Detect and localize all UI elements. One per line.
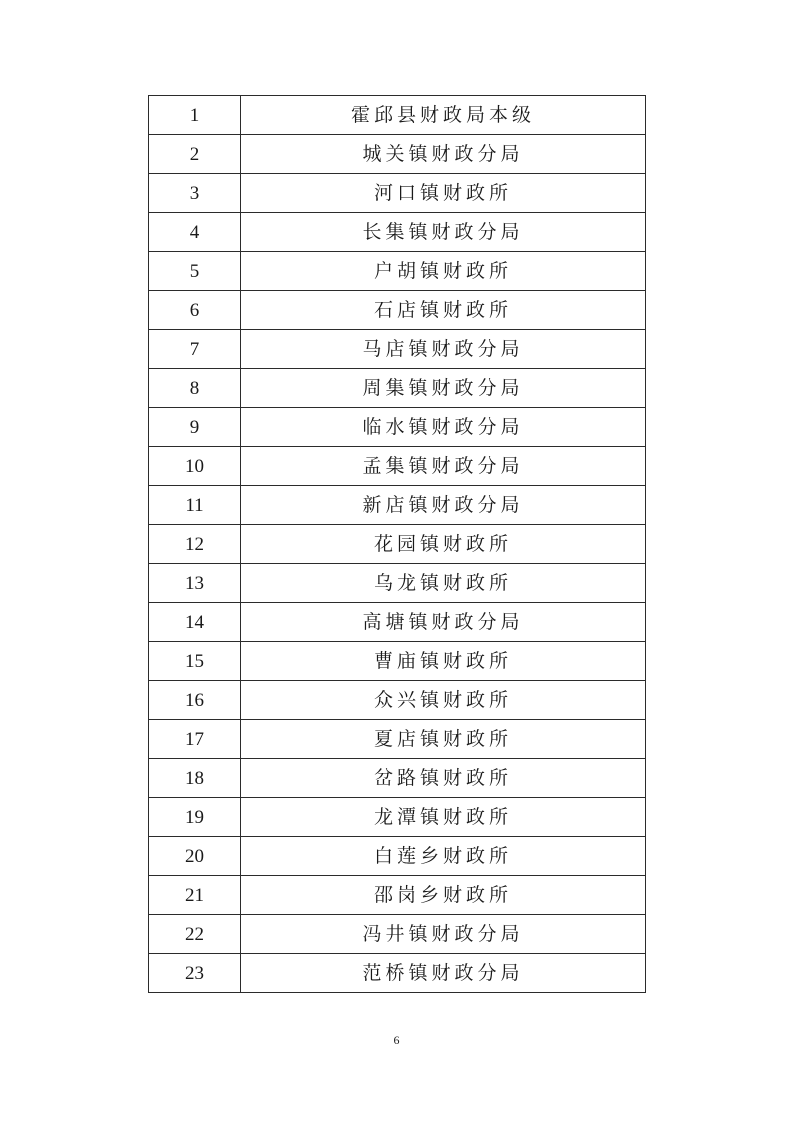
unit-name-cell: 周集镇财政分局: [241, 369, 646, 408]
table-row: [149, 642, 646, 681]
table-row: [149, 837, 646, 876]
unit-name-cell: 冯井镇财政分局: [241, 915, 646, 954]
table-row: [149, 915, 646, 954]
row-number-cell: 7: [149, 330, 241, 369]
unit-name-cell: 户胡镇财政所: [241, 252, 646, 291]
row-number-cell: 13: [149, 564, 241, 603]
unit-name-cell: 马店镇财政分局: [241, 330, 646, 369]
table-row: [149, 954, 646, 993]
row-number-cell: 15: [149, 642, 241, 681]
unit-name-cell: 新店镇财政分局: [241, 486, 646, 525]
row-number-cell: 17: [149, 720, 241, 759]
table-row: [149, 681, 646, 720]
unit-name-cell: 孟集镇财政分局: [241, 447, 646, 486]
unit-name-cell: 花园镇财政所: [241, 525, 646, 564]
table-row: [149, 213, 646, 252]
table-row: [149, 525, 646, 564]
unit-name-cell: 河口镇财政所: [241, 174, 646, 213]
unit-name-cell: 长集镇财政分局: [241, 213, 646, 252]
unit-name-cell: 石店镇财政所: [241, 291, 646, 330]
unit-name-cell: 白莲乡财政所: [241, 837, 646, 876]
row-number-cell: 20: [149, 837, 241, 876]
row-number-cell: 9: [149, 408, 241, 447]
row-number-cell: 10: [149, 447, 241, 486]
row-number-cell: 14: [149, 603, 241, 642]
table-row: [149, 369, 646, 408]
page-number: 6: [393, 1033, 400, 1047]
unit-name-cell: 城关镇财政分局: [241, 135, 646, 174]
row-number-cell: 16: [149, 681, 241, 720]
table-row: [149, 96, 646, 135]
table-row: [149, 603, 646, 642]
row-number-cell: 6: [149, 291, 241, 330]
table-row: [149, 408, 646, 447]
row-number-cell: 23: [149, 954, 241, 993]
unit-name-cell: 曹庙镇财政所: [241, 642, 646, 681]
row-number-cell: 18: [149, 759, 241, 798]
row-number-cell: 21: [149, 876, 241, 915]
row-number-cell: 8: [149, 369, 241, 408]
unit-name-cell: 乌龙镇财政所: [241, 564, 646, 603]
unit-name-cell: 范桥镇财政分局: [241, 954, 646, 993]
finance-units-table: [148, 95, 646, 993]
table-row: [149, 252, 646, 291]
unit-name-cell: 岔路镇财政所: [241, 759, 646, 798]
unit-name-cell: 霍邱县财政局本级: [241, 96, 646, 135]
unit-name-cell: 高塘镇财政分局: [241, 603, 646, 642]
row-number-cell: 12: [149, 525, 241, 564]
row-number-cell: 4: [149, 213, 241, 252]
unit-name-cell: 邵岗乡财政所: [241, 876, 646, 915]
table-row: [149, 174, 646, 213]
table-row: [149, 291, 646, 330]
table-row: [149, 135, 646, 174]
table-row: [149, 876, 646, 915]
unit-name-cell: 临水镇财政分局: [241, 408, 646, 447]
row-number-cell: 1: [149, 96, 241, 135]
table-row: [149, 720, 646, 759]
row-number-cell: 5: [149, 252, 241, 291]
table-row: [149, 564, 646, 603]
unit-name-cell: 夏店镇财政所: [241, 720, 646, 759]
table-row: [149, 759, 646, 798]
row-number-cell: 11: [149, 486, 241, 525]
table-row: [149, 330, 646, 369]
row-number-cell: 3: [149, 174, 241, 213]
row-number-cell: 19: [149, 798, 241, 837]
table-body: [149, 96, 646, 993]
unit-name-cell: 众兴镇财政所: [241, 681, 646, 720]
row-number-cell: 22: [149, 915, 241, 954]
table-row: [149, 798, 646, 837]
table-row: [149, 447, 646, 486]
table-row: [149, 486, 646, 525]
row-number-cell: 2: [149, 135, 241, 174]
unit-name-cell: 龙潭镇财政所: [241, 798, 646, 837]
